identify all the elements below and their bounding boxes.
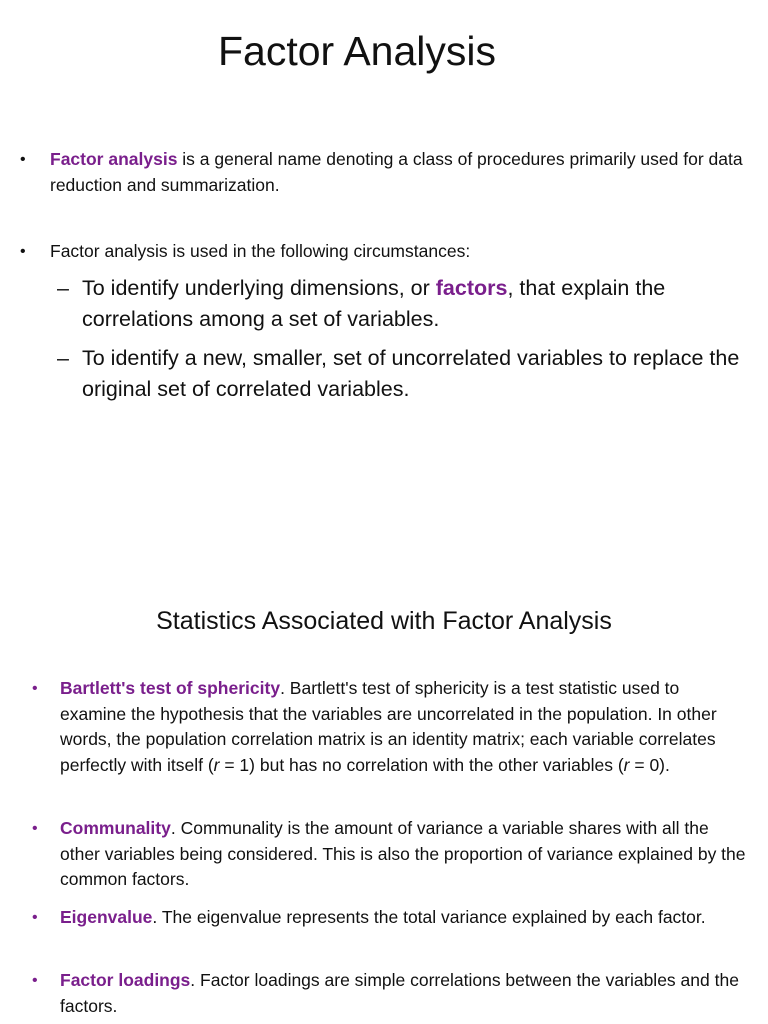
bullet-icon: • (20, 243, 26, 260)
factor-loadings-text: . Factor loadings are simple correlations between the variables and the factors. (60, 970, 739, 1016)
bartlett-text-a: . Bartlett's test of sphericity is a test statistic used to examine the hypothesis that the variables are uncorrelated in the population. In other words, the population correlation matrix is an identity matrix; each variable correlates perfectly with itself ( (60, 678, 717, 775)
term-communality: Communality (60, 818, 171, 838)
sub-bullet-new-variables (57, 343, 752, 405)
stat-bartlett (32, 676, 750, 778)
bullet-icon: • (32, 909, 38, 926)
term-factor-loadings: Factor loadings (60, 970, 191, 990)
communality-text: . Communality is the amount of variance a variable shares with all the other variables being considered. This is also the proportion of variance explained by the common factors. (60, 818, 746, 889)
variable-r: r (213, 754, 220, 775)
sub1-before: To identify underlying dimensions, or (82, 276, 436, 300)
slide-title: Factor Analysis (218, 28, 496, 74)
term-eigenvalue: Eigenvalue (60, 907, 153, 927)
bartlett-text-b: = 1) but has no correlation with the other variables ( (219, 754, 624, 775)
dash-icon: – (57, 346, 69, 370)
bullet-icon: • (32, 972, 38, 989)
stat-factor-loadings (32, 968, 750, 1019)
dash-icon: – (57, 276, 69, 300)
sub2-text: To identify a new, smaller, set of uncorrelated variables to replace the original set of correlated variables. (82, 346, 740, 401)
intro-bullet-circumstances (20, 239, 750, 265)
variable-r: r (623, 754, 630, 775)
sub-bullet-dimensions (57, 273, 752, 335)
section-title: Statistics Associated with Factor Analysis (156, 607, 612, 635)
eigenvalue-text: . The eigenvalue represents the total variance explained by each factor. (152, 907, 706, 927)
term-bartlett: Bartlett's test of sphericity (60, 678, 281, 698)
intro-bullet-definition (20, 147, 750, 198)
bartlett-text-c: = 0). (629, 754, 670, 775)
stat-communality (32, 816, 750, 893)
circumstances-text: Factor analysis is used in the following circumstances: (50, 241, 471, 261)
bullet-icon: • (32, 820, 38, 837)
stat-eigenvalue (32, 905, 750, 931)
term-factors: factors (435, 276, 508, 300)
term-factor-analysis: Factor analysis (50, 149, 178, 169)
bullet-icon: • (32, 680, 38, 697)
sub1-after: , that explain the correlations among a set of variables. (82, 276, 666, 331)
bullet-icon: • (20, 151, 26, 168)
definition-text: is a general name denoting a class of procedures primarily used for data reduction and summarization. (50, 149, 743, 195)
